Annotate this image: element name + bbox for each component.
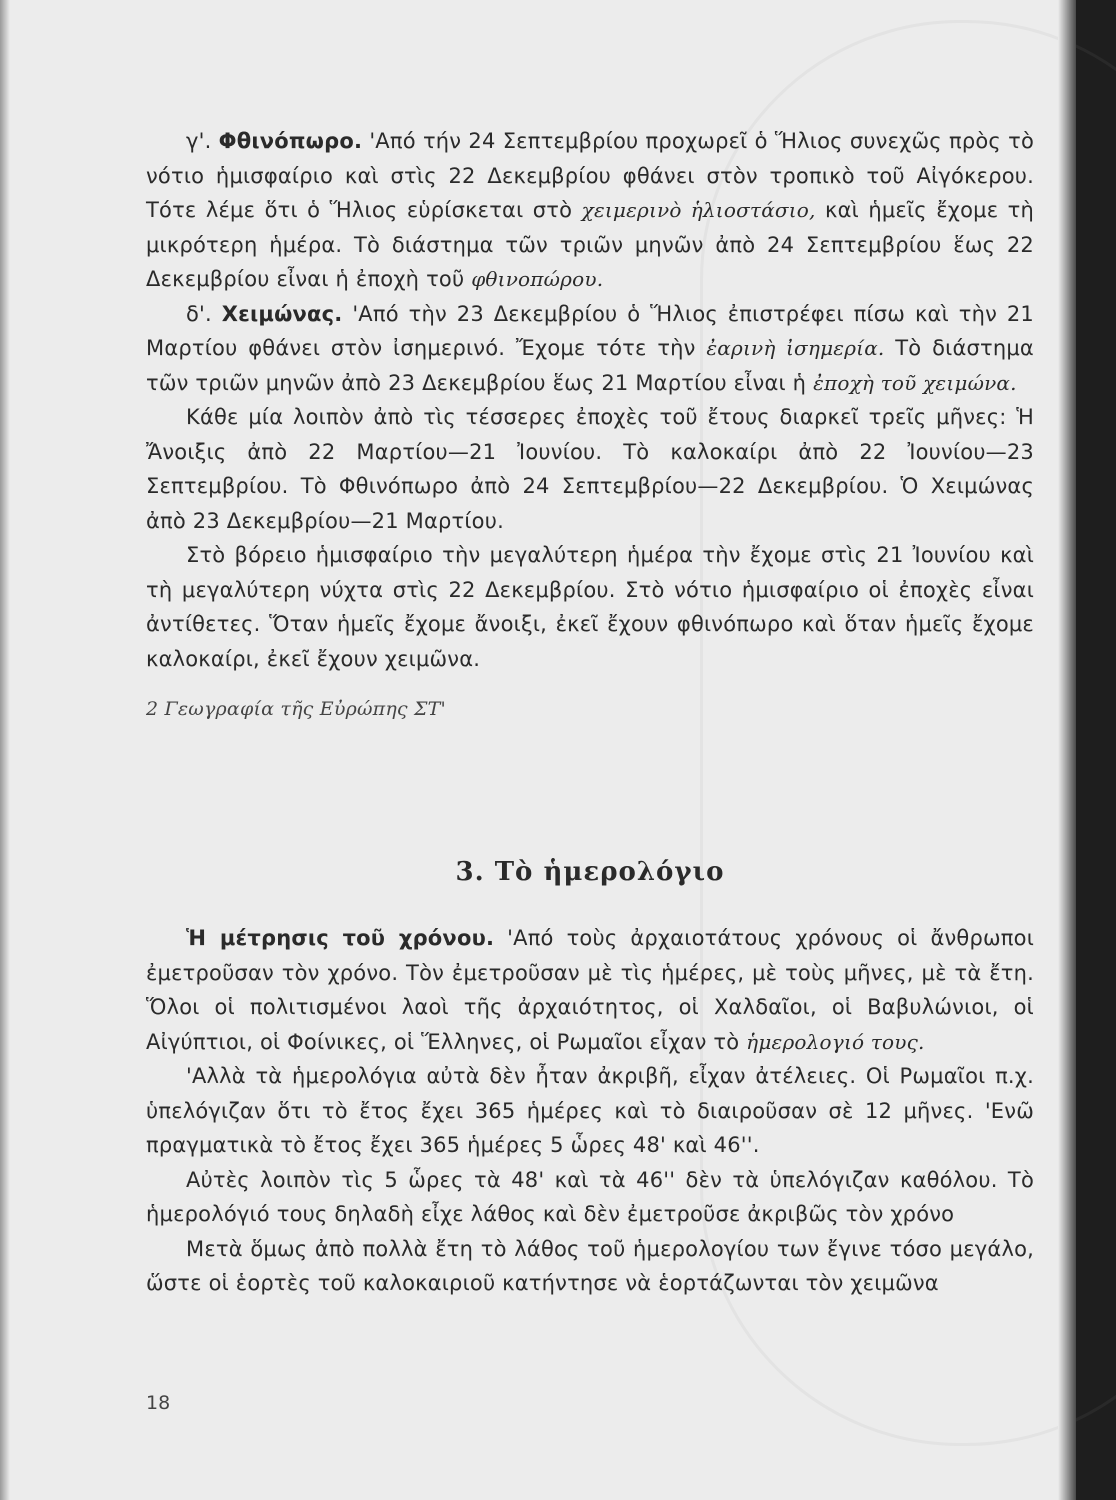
time-measurement-text: 'Από τοὺς ἀρχαιοτάτους χρόνους οἱ ἄνθρωποι ἐμετροῦσαν τὸν χρόνο. Τὸν ἐμετροῦσαν μὲ τὶς ἡμέρες, μὲ τοὺς μῆνες, μὲ τὰ ἔτη. Ὅλοι οἱ πολιτισμένοι λαοὶ τῆς ἀρχαιότητος, οἱ Χαλδαῖοι, οἱ Βαβυλώνιοι, οἱ Αἰγύπτιοι, οἱ Φοίνικες, οἱ Ἕλληνες, οἱ Ρωμαῖοι εἶχαν τὸ: [146, 926, 1034, 1054]
footnote: 2 Γεωγραφία τῆς Εὐρώπης ΣΤ': [146, 698, 446, 720]
autumn-lead: γ'.: [186, 129, 219, 153]
winter-text-1: 'Από τὴν 23 Δεκεμβρίου ὁ Ἥλιος ἐπιστρέφει πίσω καὶ τὴν 21 Μαρτίου φθάνει στὸν ἰσημερινό. Ἔχομε τότε τὴν: [146, 301, 1034, 360]
time-measurement-heading: Ἡ μέτρησις τοῦ χρόνου.: [186, 926, 495, 950]
term-autumn: φθινοπώρου.: [471, 267, 604, 291]
paragraph-hemispheres: Στὸ βόρειο ἡμισφαίριο τὴν μεγαλύτερη ἡμέρα τὴν ἔχομε στὶς 21 Ἰουνίου καὶ τὴ μεγαλύτερη νύχτα στὶς 22 Δεκεμβρίου. Στὸ νότιο ἡμισφαίριο οἱ ἐποχὲς εἶναι ἀντίθετες. Ὅταν ἡμεῖς ἔχομε ἄνοιξι, ἐκεῖ ἔχουν φθινόπωρο καὶ ὅταν ἡμεῖς ἔχομε καλοκαίρι, ἐκεῖ ἔχουν χειμῶνα.: [146, 543, 1034, 671]
term-spring-equinox: ἐαρινὴ ἰσημερία.: [706, 336, 885, 360]
term-winter-solstice: χειμερινὸ ἡλιοστάσιο,: [581, 198, 816, 222]
page-number: 18: [146, 1392, 171, 1414]
autumn-text-1: 'Από τήν 24 Σεπτεμβρίου προχωρεῖ ὁ Ἥλιος συνεχῶς πρὸς τὸ νότιο ἡμισφαίριο καὶ στὶς 22 Δεκεμβρίου φθάνει στὸν τροπικὸ τοῦ Αἰγόκερου. Τότε λέμε ὅτι ὁ Ἥλιος εὑρίσκεται στὸ: [146, 129, 1034, 222]
paragraph-inaccuracy: 'Αλλὰ τὰ ἡμερολόγια αὐτὰ δὲν ἦταν ἀκριβῆ, εἶχαν ἀτέλειες. Οἱ Ρωμαῖοι π.χ. ὑπελόγιζαν ὅτι τὸ ἔτος ἔχει 365 ἡμέρες καὶ τὸ διαιροῦσαν σὲ 12 μῆνες. 'Ενῶ πραγματικὰ τὸ ἔτος ἔχει 365 ἡμέρες 5 ὧρες 48' καὶ 46''.: [146, 1064, 1034, 1157]
paragraph-winter: [146, 297, 1034, 401]
autumn-text-2: καὶ ἡμεῖς ἔχομε τὴ μικρότερη ἡμέρα. Τὸ διάστημα τῶν τριῶν μηνῶν ἀπὸ 24 Σεπτεμβρίου ἕως 22 Δεκεμβρίου εἶναι ἡ ἐποχὴ τοῦ: [146, 198, 1035, 291]
paragraph-time-measurement: [146, 921, 1034, 1059]
term-calendar: ἡμερολογιό τους.: [746, 1029, 925, 1054]
winter-lead: δ'.: [186, 301, 222, 326]
paragraph-seasons-duration: Κάθε μία λοιπὸν ἀπὸ τὶς τέσσερες ἐποχὲς τοῦ ἔτους διαρκεῖ τρεῖς μῆνες: Ἡ Ἄνοιξις ἀπὸ 22 Μαρτίου—21 Ἰουνίου. Τὸ καλοκαίρι ἀπὸ 22 Ἰουνίου—23 Σεπτεμβρίου. Τὸ Φθινόπωρο ἀπὸ 24 Σεπτεμβρίου—22 Δεκεμβρίου. Ὁ Χειμώνας ἀπὸ 23 Δεκεμβρίου—21 Μαρτίου.: [146, 405, 1034, 533]
term-winter-season: ἐποχὴ τοῦ χειμώνα.: [813, 370, 1017, 395]
paragraph-autumn: [146, 124, 1034, 297]
autumn-heading: Φθινόπωρο.: [218, 129, 363, 153]
page-text: [146, 124, 1034, 1301]
paragraph-error-growth: Μετὰ ὅμως ἀπὸ πολλὰ ἔτη τὸ λάθος τοῦ ἡμερολογίου των ἔγινε τόσο μεγάλο, ὥστε οἱ ἑορτὲς τοῦ καλοκαιριοῦ κατήντησε νὰ ἑορτάζωνται τὸν χειμῶνα: [146, 1236, 1034, 1295]
section-title: 3. Τὸ ἡμερολόγιο: [455, 856, 725, 887]
winter-heading: Χειμώνας.: [221, 301, 343, 326]
winter-text-2: Τὸ διάστημα τῶν τριῶν μηνῶν ἀπὸ 23 Δεκεμβρίου ἕως 21 Μαρτίου εἶναι ἡ: [146, 336, 1034, 395]
paragraph-missing-hours: Αὐτὲς λοιπὸν τὶς 5 ὧρες τὰ 48' καὶ τὰ 46'' δὲν τὰ ὑπελόγιζαν καθόλου. Τὸ ἡμερολόγιό τους δηλαδὴ εἶχε λάθος καὶ δὲν ἐμετροῦσε ἀκριβῶς τὸν χρόνο: [146, 1167, 1034, 1226]
